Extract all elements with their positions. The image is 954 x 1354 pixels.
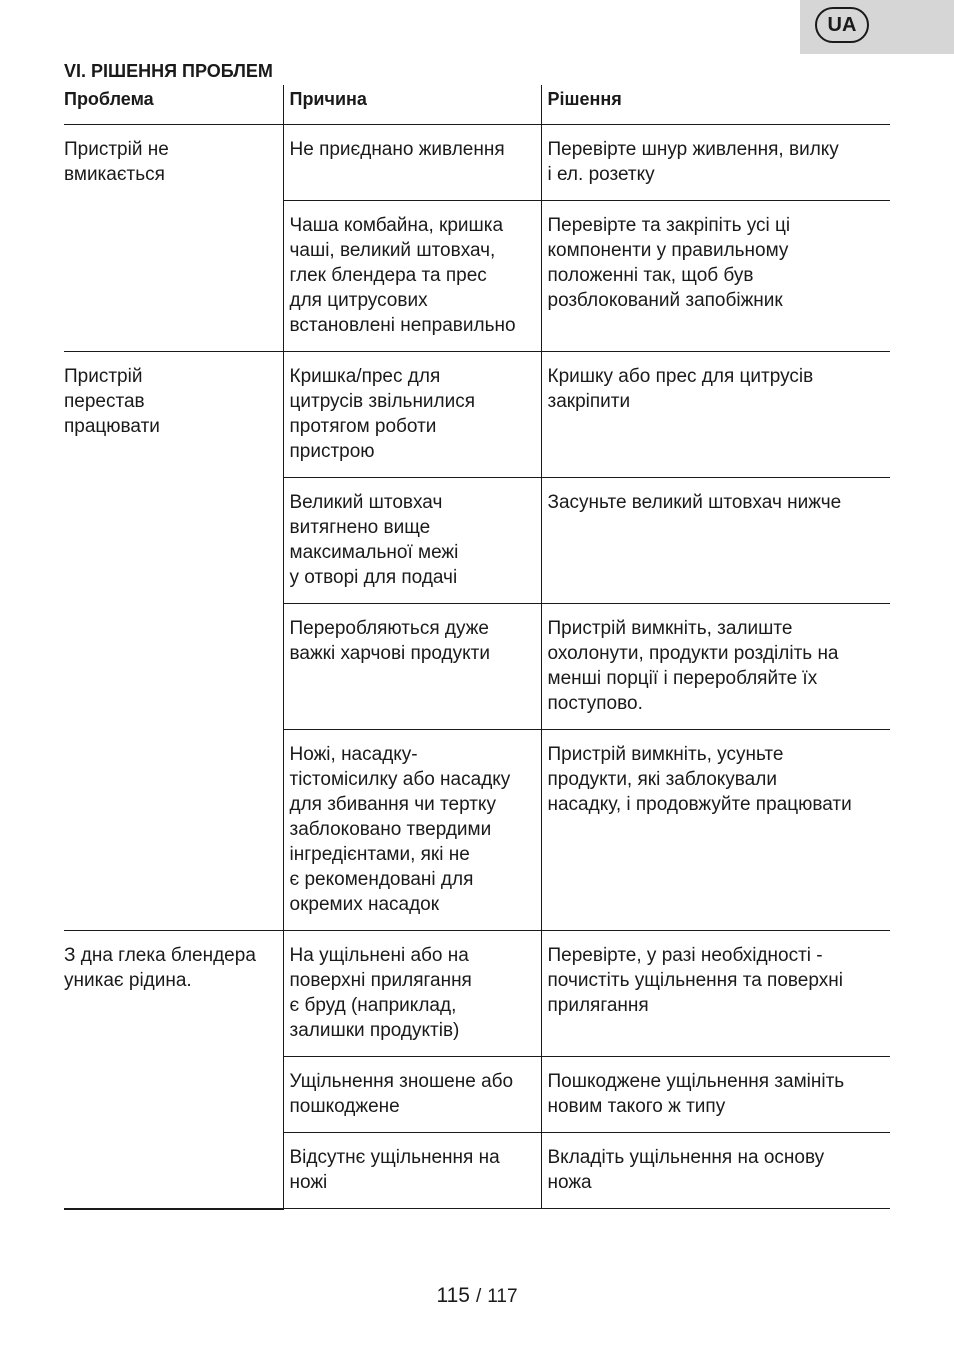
section-title: VI. РІШЕННЯ ПРОБЛЕМ [64,61,273,81]
cause-text: Не приєднано живлення [289,139,505,160]
cause-text: Ножі, насадку- тістомісилку або насадку для збивання чи тертку заблоковано твердими інгредієнтами, які не є рекомендовані для окремих насадок [289,744,511,915]
page-separator: / [475,1286,482,1307]
language-badge: UA [815,7,869,43]
header-cause: Причина [283,85,541,125]
header-problem: Проблема [64,85,283,125]
cause-cell [283,604,541,730]
solution-cell [541,125,890,201]
solution-text: Перевірте, у разі необхідності - почистіть ущільнення та поверхні прилягання [547,945,843,1016]
cause-cell [283,352,541,478]
cause-text: Ущільнення зношене або пошкоджене [289,1071,514,1117]
solution-cell [541,352,890,478]
solution-text: Пристрій вимкніть, усуньте продукти, які заблокували насадку, і продовжуйте працювати [547,744,852,815]
page-current: 115 [436,1284,470,1307]
table-row [64,931,890,1057]
problem-cell [64,352,283,931]
cause-text: На ущільнені або на поверхні прилягання є бруд (наприклад, залишки продуктів) [289,945,472,1041]
cause-cell [283,931,541,1057]
cause-cell [283,478,541,604]
problem-cell [64,125,283,352]
cause-cell [283,201,541,352]
solution-text: Вкладіть ущільнення на основу ножа [547,1147,825,1193]
solution-cell [541,931,890,1057]
solution-text: Кришку або прес для цитрусів закріпити [547,366,814,412]
solution-text: Перевірте та закріпіть усі ці компоненти у правильному положенні так, щоб був розблокований запобіжник [547,215,791,311]
cause-cell [283,1057,541,1133]
solution-cell [541,604,890,730]
solution-cell [541,730,890,931]
table-row [64,352,890,478]
problem-text: З дна глека блендера уникає рідина. [64,945,256,991]
solution-text: Пошкоджене ущільнення замініть новим такого ж типу [547,1071,845,1117]
cause-text: Переробляються дуже важкі харчові продукти [289,618,490,664]
header-solution: Рішення [541,85,890,125]
cause-text: Великий штовхач витягнено вище максимальної межі у отворі для подачі [289,492,459,588]
problem-text: Пристрій перестав працювати [64,366,160,437]
solution-text: Пристрій вимкніть, залиште охолонути, продукти розділіть на менші порції і переробляйте їх поступово. [547,618,839,714]
cause-cell [283,1133,541,1209]
problem-text: Пристрій не вмикається [64,139,169,185]
page-number [0,1284,954,1308]
solution-text: Засуньте великий штовхач нижче [547,492,842,513]
cause-text: Кришка/прес для цитрусів звільнилися протягом роботи пристрою [289,366,476,462]
cause-cell [283,730,541,931]
solution-cell [541,201,890,352]
troubleshooting-table [64,85,890,1210]
problem-cell [64,931,283,1209]
solution-cell [541,478,890,604]
table-header-row [64,85,890,125]
cause-cell [283,125,541,201]
cause-text: Відсутнє ущільнення на ножі [289,1147,500,1193]
page-total: 117 [487,1286,518,1307]
solution-text: Перевірте шнур живлення, вилку і ел. розетку [547,139,839,185]
solution-cell [541,1057,890,1133]
cause-text: Чаша комбайна, кришка чаші, великий штовхач, глек блендера та прес для цитрусових встановлені неправильно [289,215,516,336]
table-row [64,125,890,201]
solution-cell [541,1133,890,1209]
